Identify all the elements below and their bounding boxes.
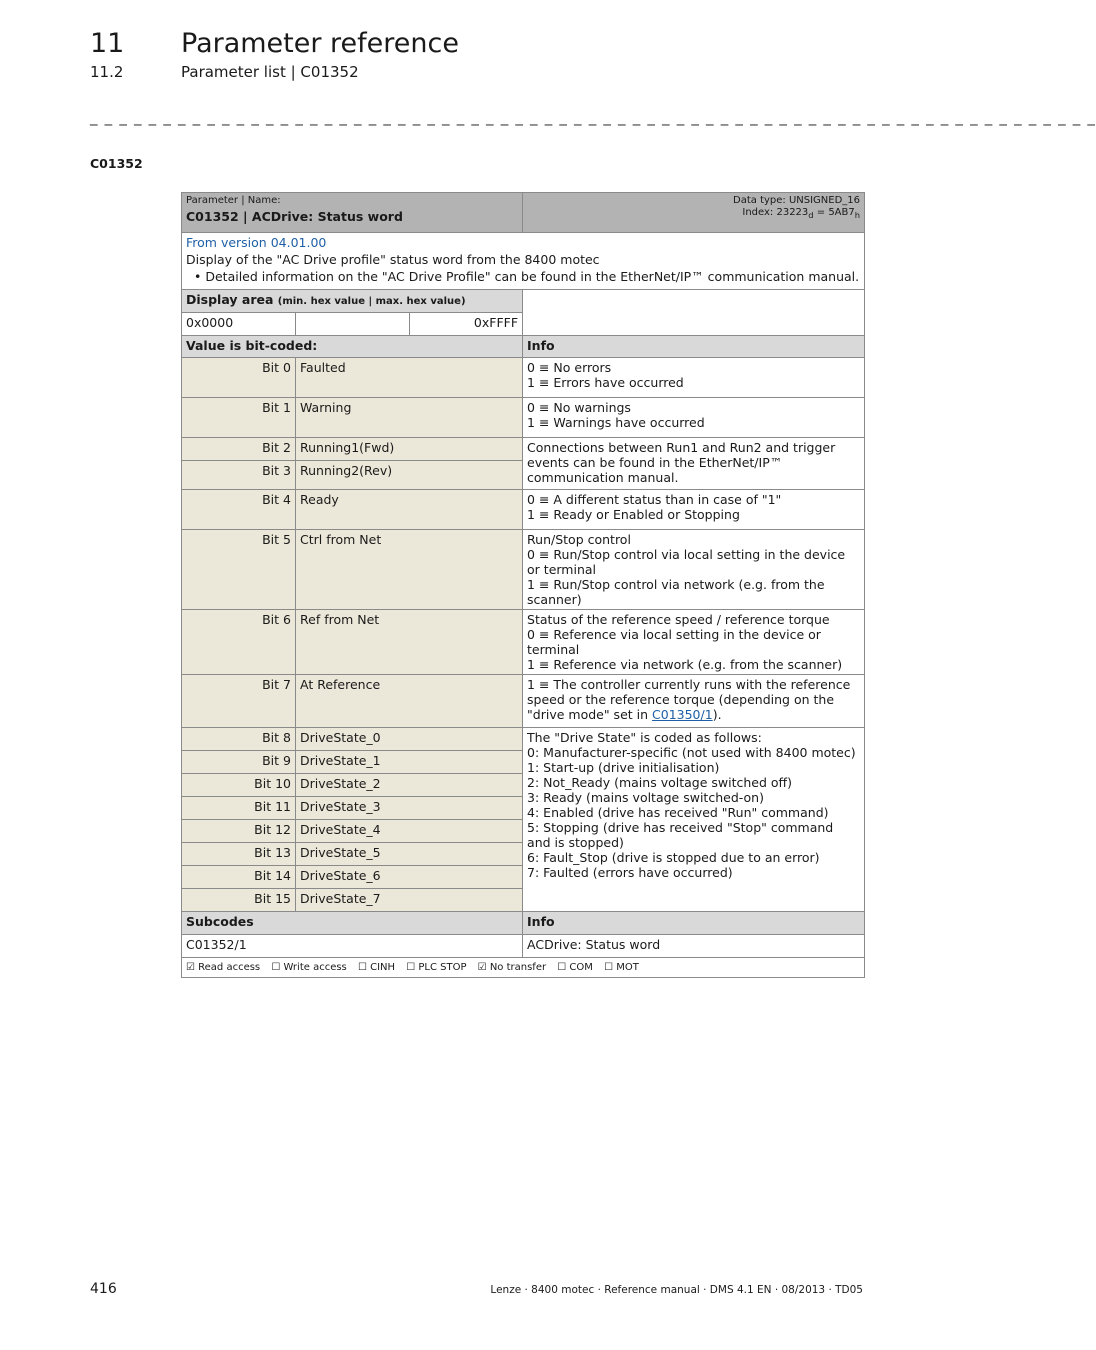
display-area-header <box>182 290 865 313</box>
bit-number: Bit 7 <box>182 675 296 728</box>
attr-com: ☐ COM <box>557 962 593 973</box>
bit-number: Bit 11 <box>182 797 296 820</box>
section-number: 11.2 <box>90 63 124 81</box>
chapter-number: 11 <box>90 28 125 59</box>
bit-number: Bit 12 <box>182 820 296 843</box>
index-value: Index: $23223_d = 5AB7_h$ <box>742 207 861 220</box>
bit-number: Bit 8 <box>182 728 296 751</box>
bit-row <box>182 530 865 610</box>
bit-info: 1 ≡ The controller currently runs with the reference speed or the reference torque (depending on the "drive mode" set in C01350/1). <box>523 675 865 728</box>
bit-info: 0 ≡ No warnings 1 ≡ Warnings have occurred <box>523 398 865 438</box>
bit-number: Bit 15 <box>182 889 296 912</box>
bits-header-left: Value is bit-coded: <box>182 336 523 358</box>
attr-read-access: ☑ Read access <box>186 962 261 973</box>
display-area-sublabel: (min. hex value | max. hex value) <box>277 296 466 307</box>
bit-row <box>182 675 865 728</box>
bit-number: Bit 6 <box>182 610 296 675</box>
bit-row <box>182 438 865 461</box>
attr-no-transfer: ☑ No transfer <box>477 962 547 973</box>
bit-name: Running1(Fwd) <box>296 438 523 461</box>
attr-write-access: ☐ Write access <box>271 962 347 973</box>
bit-name: At Reference <box>296 675 523 728</box>
page-number: 416 <box>90 1281 117 1297</box>
bit-name: DriveState_7 <box>296 889 523 912</box>
bit-name: DriveState_6 <box>296 866 523 889</box>
bit-row <box>182 358 865 398</box>
bit-name: Warning <box>296 398 523 438</box>
description-row <box>182 233 865 290</box>
header-divider: _ _ _ _ _ _ _ _ _ _ _ _ _ _ _ _ _ _ _ _ _ _ _ _ _ _ _ _ _ _ _ _ _ _ _ _ _ _ _ _ _ _ _ _ _ _ _ _ _ _ _ _ _ _ _ _ _ _ _ _ _ _ _ _ _ _ _ _ _ <box>90 108 1096 126</box>
display-empty <box>296 313 410 336</box>
footer-text: Lenze · 8400 motec · Reference manual · DMS 4.1 EN · 08/2013 · TD05 <box>490 1284 863 1296</box>
bits-header-right: Info <box>523 336 865 358</box>
attr-mot: ☐ MOT <box>604 962 639 973</box>
bit-name: DriveState_3 <box>296 797 523 820</box>
bit-name: DriveState_4 <box>296 820 523 843</box>
parameter-table <box>181 192 865 978</box>
bit-name: DriveState_2 <box>296 774 523 797</box>
display-max: 0xFFFF <box>410 313 523 336</box>
bit-name: Ready <box>296 490 523 530</box>
bit-name: Faulted <box>296 358 523 398</box>
bit-row <box>182 728 865 751</box>
attr-cinh: ☐ CINH <box>357 962 396 973</box>
subcode-row <box>182 935 865 958</box>
subcodes-header-row <box>182 912 865 935</box>
bit-number: Bit 13 <box>182 843 296 866</box>
subcode: C01352/1 <box>182 935 523 958</box>
bit-name: Ctrl from Net <box>296 530 523 610</box>
bit-name: Ref from Net <box>296 610 523 675</box>
bit-row <box>182 610 865 675</box>
parameter-header-row <box>182 193 865 233</box>
subcodes-header-right: Info <box>523 912 865 935</box>
bit-name: DriveState_1 <box>296 751 523 774</box>
bit-info: Run/Stop control 0 ≡ Run/Stop control via local setting in the device or terminal 1 ≡ Run/Stop control via network (e.g. from the scanner) <box>523 530 865 610</box>
bit-row <box>182 398 865 438</box>
bits-header-row <box>182 336 865 358</box>
bit-name: DriveState_5 <box>296 843 523 866</box>
bit-number: Bit 0 <box>182 358 296 398</box>
code-heading: C01352 <box>90 156 143 171</box>
c01350-link[interactable]: C01350/1 <box>652 707 713 722</box>
bit-number: Bit 14 <box>182 866 296 889</box>
bit-name: Running2(Rev) <box>296 461 523 490</box>
from-version: From version 04.01.00 <box>186 235 327 250</box>
bit-info: Connections between Run1 and Run2 and trigger events can be found in the EtherNet/IP™ communication manual. <box>523 438 865 490</box>
bit-number: Bit 9 <box>182 751 296 774</box>
subcodes-header-left: Subcodes <box>182 912 523 935</box>
bit-row <box>182 490 865 530</box>
attributes-row <box>182 958 865 978</box>
bit-number: Bit 3 <box>182 461 296 490</box>
bit-number: Bit 1 <box>182 398 296 438</box>
display-area-label: Display area <box>186 292 274 307</box>
bit-info: 0 ≡ No errors 1 ≡ Errors have occurred <box>523 358 865 398</box>
drive-state-info: The "Drive State" is coded as follows: 0: Manufacturer-specific (not used with 8400 motec) 1: Start-up (drive initialisation) 2: Not_Ready (mains voltage switched off) 3: Ready (mains voltage switched-on) 4: Enabled (drive has received "Run" command) 5: Stopping (drive has received "Stop" command and is stopped) 6: Fault_Stop (drive is stopped due to an error) 7: Faulted (errors have occurred) <box>523 728 865 912</box>
bit-number: Bit 4 <box>182 490 296 530</box>
display-min: 0x0000 <box>182 313 296 336</box>
bit-number: Bit 5 <box>182 530 296 610</box>
bit-name: DriveState_0 <box>296 728 523 751</box>
section-title: Parameter list | C01352 <box>181 63 359 81</box>
parameter-label: Parameter | Name: <box>186 195 281 206</box>
description-bullet: • Detailed information on the "AC Drive Profile" can be found in the EtherNet/IP™ communication manual. <box>194 269 860 284</box>
chapter-title: Parameter reference <box>181 28 459 59</box>
bit-info: 0 ≡ A different status than in case of "1" 1 ≡ Ready or Enabled or Stopping <box>523 490 865 530</box>
attr-plc-stop: ☐ PLC STOP <box>406 962 467 973</box>
description: Display of the "AC Drive profile" status word from the 8400 motec <box>186 252 600 267</box>
bit-number: Bit 10 <box>182 774 296 797</box>
parameter-name: C01352 | ACDrive: Status word <box>186 209 403 224</box>
bit-info: Status of the reference speed / reference torque 0 ≡ Reference via local setting in the device or terminal 1 ≡ Reference via network (e.g. from the scanner) <box>523 610 865 675</box>
data-type: Data type: UNSIGNED_16 <box>733 195 861 206</box>
bit-number: Bit 2 <box>182 438 296 461</box>
subcode-info: ACDrive: Status word <box>523 935 865 958</box>
